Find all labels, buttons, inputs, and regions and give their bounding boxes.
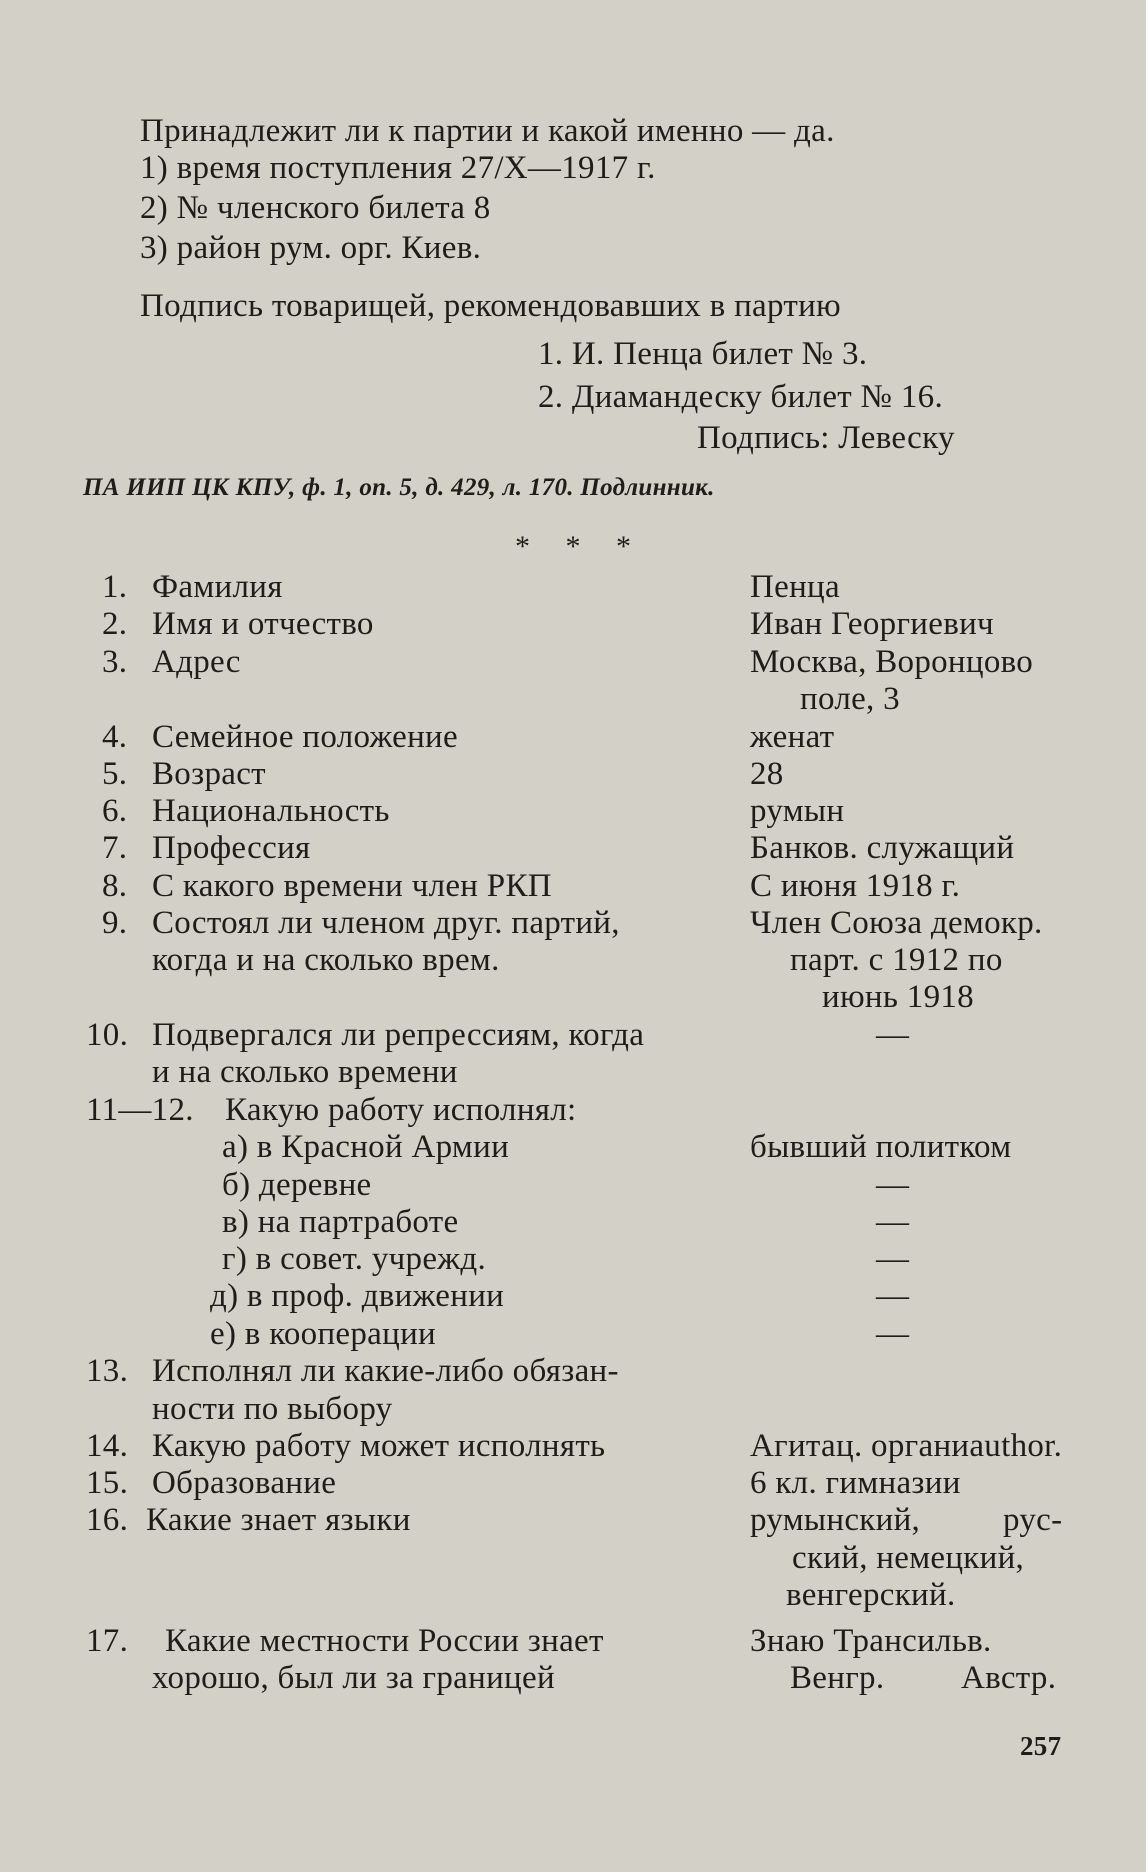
q2-number: 2. xyxy=(102,606,128,642)
q14-number: 14. xyxy=(86,1428,129,1464)
q15-answer: 6 кл. гимназии xyxy=(750,1465,961,1501)
q15-number: 15. xyxy=(86,1465,129,1501)
q11-b-answer: — xyxy=(876,1167,910,1203)
q10-answer: — xyxy=(876,1017,910,1053)
q10-label-line2: и на сколько времени xyxy=(152,1054,458,1090)
signature: Подпись: Левеску xyxy=(697,420,955,456)
q2-answer: Иван Георгиевич xyxy=(750,606,994,642)
q3-answer-line1: Москва, Воронцово xyxy=(750,644,1034,680)
q17-label-line2: хорошо, был ли за границей xyxy=(152,1660,555,1696)
q3-label: Адрес xyxy=(152,644,241,680)
q11-e-answer: — xyxy=(876,1316,910,1352)
q11-g-label: г) в совет. учрежд. xyxy=(222,1241,487,1277)
q16-answer-line1-b: рус- xyxy=(1003,1502,1063,1538)
q9-answer-line1: Член Союза демокр. xyxy=(750,905,1043,941)
q10-label-line1: Подвергался ли репрессиям, когда xyxy=(152,1017,645,1053)
q17-number: 17. xyxy=(86,1623,129,1659)
q14-label: Какую работу может исполнять xyxy=(152,1428,606,1464)
recommender-2: 2. Диамандеску билет № 16. xyxy=(538,379,944,415)
q3-number: 3. xyxy=(102,644,128,680)
q5-number: 5. xyxy=(102,756,128,792)
q17-answer-line2-b: Австр. xyxy=(961,1660,1057,1696)
q3-answer-line2: поле, 3 xyxy=(800,681,900,717)
q11-v-answer: — xyxy=(876,1204,910,1240)
q11-e-label: е) в кооперации xyxy=(210,1316,437,1352)
card-number: 2) № членского билета 8 xyxy=(140,190,491,226)
q13-label-line2: ности по выбору xyxy=(152,1391,393,1427)
q11-label: Какую работу исполнял: xyxy=(225,1092,577,1128)
q1-answer: Пенца xyxy=(750,569,840,605)
q4-label: Семейное положение xyxy=(152,719,458,755)
q11-a-answer: бывший политком xyxy=(750,1129,1012,1165)
q1-number: 1. xyxy=(102,569,128,605)
q9-label-line1: Состоял ли членом друг. партий, xyxy=(152,905,620,941)
q7-answer: Банков. служащий xyxy=(750,830,1015,866)
q1-label: Фамилия xyxy=(152,569,283,605)
q7-number: 7. xyxy=(102,830,128,866)
q5-answer: 28 xyxy=(750,756,784,792)
q8-label: С какого времени член РКП xyxy=(152,868,552,904)
q4-answer: женат xyxy=(750,719,835,755)
q9-answer-line3: июнь 1918 xyxy=(822,979,974,1015)
q11-d-label: д) в проф. движении xyxy=(210,1278,505,1314)
section-separator: * * * xyxy=(515,530,645,563)
q8-number: 8. xyxy=(102,868,128,904)
q6-number: 6. xyxy=(102,793,128,829)
q13-label-line1: Исполнял ли какие-либо обязан- xyxy=(152,1353,619,1389)
q15-label: Образование xyxy=(152,1465,337,1501)
organization-district: 3) район рум. орг. Киев. xyxy=(140,230,482,266)
q13-number: 13. xyxy=(86,1353,129,1389)
archive-source: ПА ИИП ЦК КПУ, ф. 1, оп. 5, д. 429, л. 170. Подлинник. xyxy=(83,474,715,501)
q11-g-answer: — xyxy=(876,1241,910,1277)
q14-answer: Агитац. органиauthor. xyxy=(750,1428,1063,1464)
q6-label: Национальность xyxy=(152,793,390,829)
q16-number: 16. xyxy=(86,1502,129,1538)
q9-number: 9. xyxy=(102,905,128,941)
q11-number: 11—12. xyxy=(86,1092,194,1128)
q6-answer: румын xyxy=(750,793,845,829)
page-number: 257 xyxy=(1020,1731,1062,1761)
q9-label-line2: когда и на сколько врем. xyxy=(152,942,500,978)
q2-label: Имя и отчество xyxy=(152,606,374,642)
q16-label: Какие знает языки xyxy=(146,1502,411,1538)
q11-a-label: а) в Красной Армии xyxy=(222,1129,510,1165)
q16-answer-line1-a: румынский, xyxy=(750,1502,921,1538)
party-question: Принадлежит ли к партии и какой именно — да. xyxy=(140,113,835,149)
q9-answer-line2: парт. с 1912 по xyxy=(790,942,1003,978)
q11-d-answer: — xyxy=(876,1278,910,1314)
q8-answer: С июня 1918 г. xyxy=(750,868,961,904)
q11-b-label: б) деревне xyxy=(222,1167,372,1203)
q16-answer-line3: венгерский. xyxy=(786,1577,956,1613)
q17-label-line1: Какие местности России знает xyxy=(165,1623,604,1659)
entry-date: 1) время поступления 27/X—1917 г. xyxy=(140,150,656,186)
q11-v-label: в) на партработе xyxy=(222,1204,459,1240)
q5-label: Возраст xyxy=(152,756,266,792)
q17-answer-line1: Знаю Трансильв. xyxy=(750,1623,992,1659)
q10-number: 10. xyxy=(86,1017,129,1053)
q7-label: Профессия xyxy=(152,830,311,866)
q17-answer-line2-a: Венгр. xyxy=(790,1660,885,1696)
q4-number: 4. xyxy=(102,719,128,755)
recommenders-label: Подпись товарищей, рекомендовавших в партию xyxy=(140,288,841,324)
q16-answer-line2: ский, немецкий, xyxy=(792,1540,1025,1576)
recommender-1: 1. И. Пенца билет № 3. xyxy=(538,336,868,372)
